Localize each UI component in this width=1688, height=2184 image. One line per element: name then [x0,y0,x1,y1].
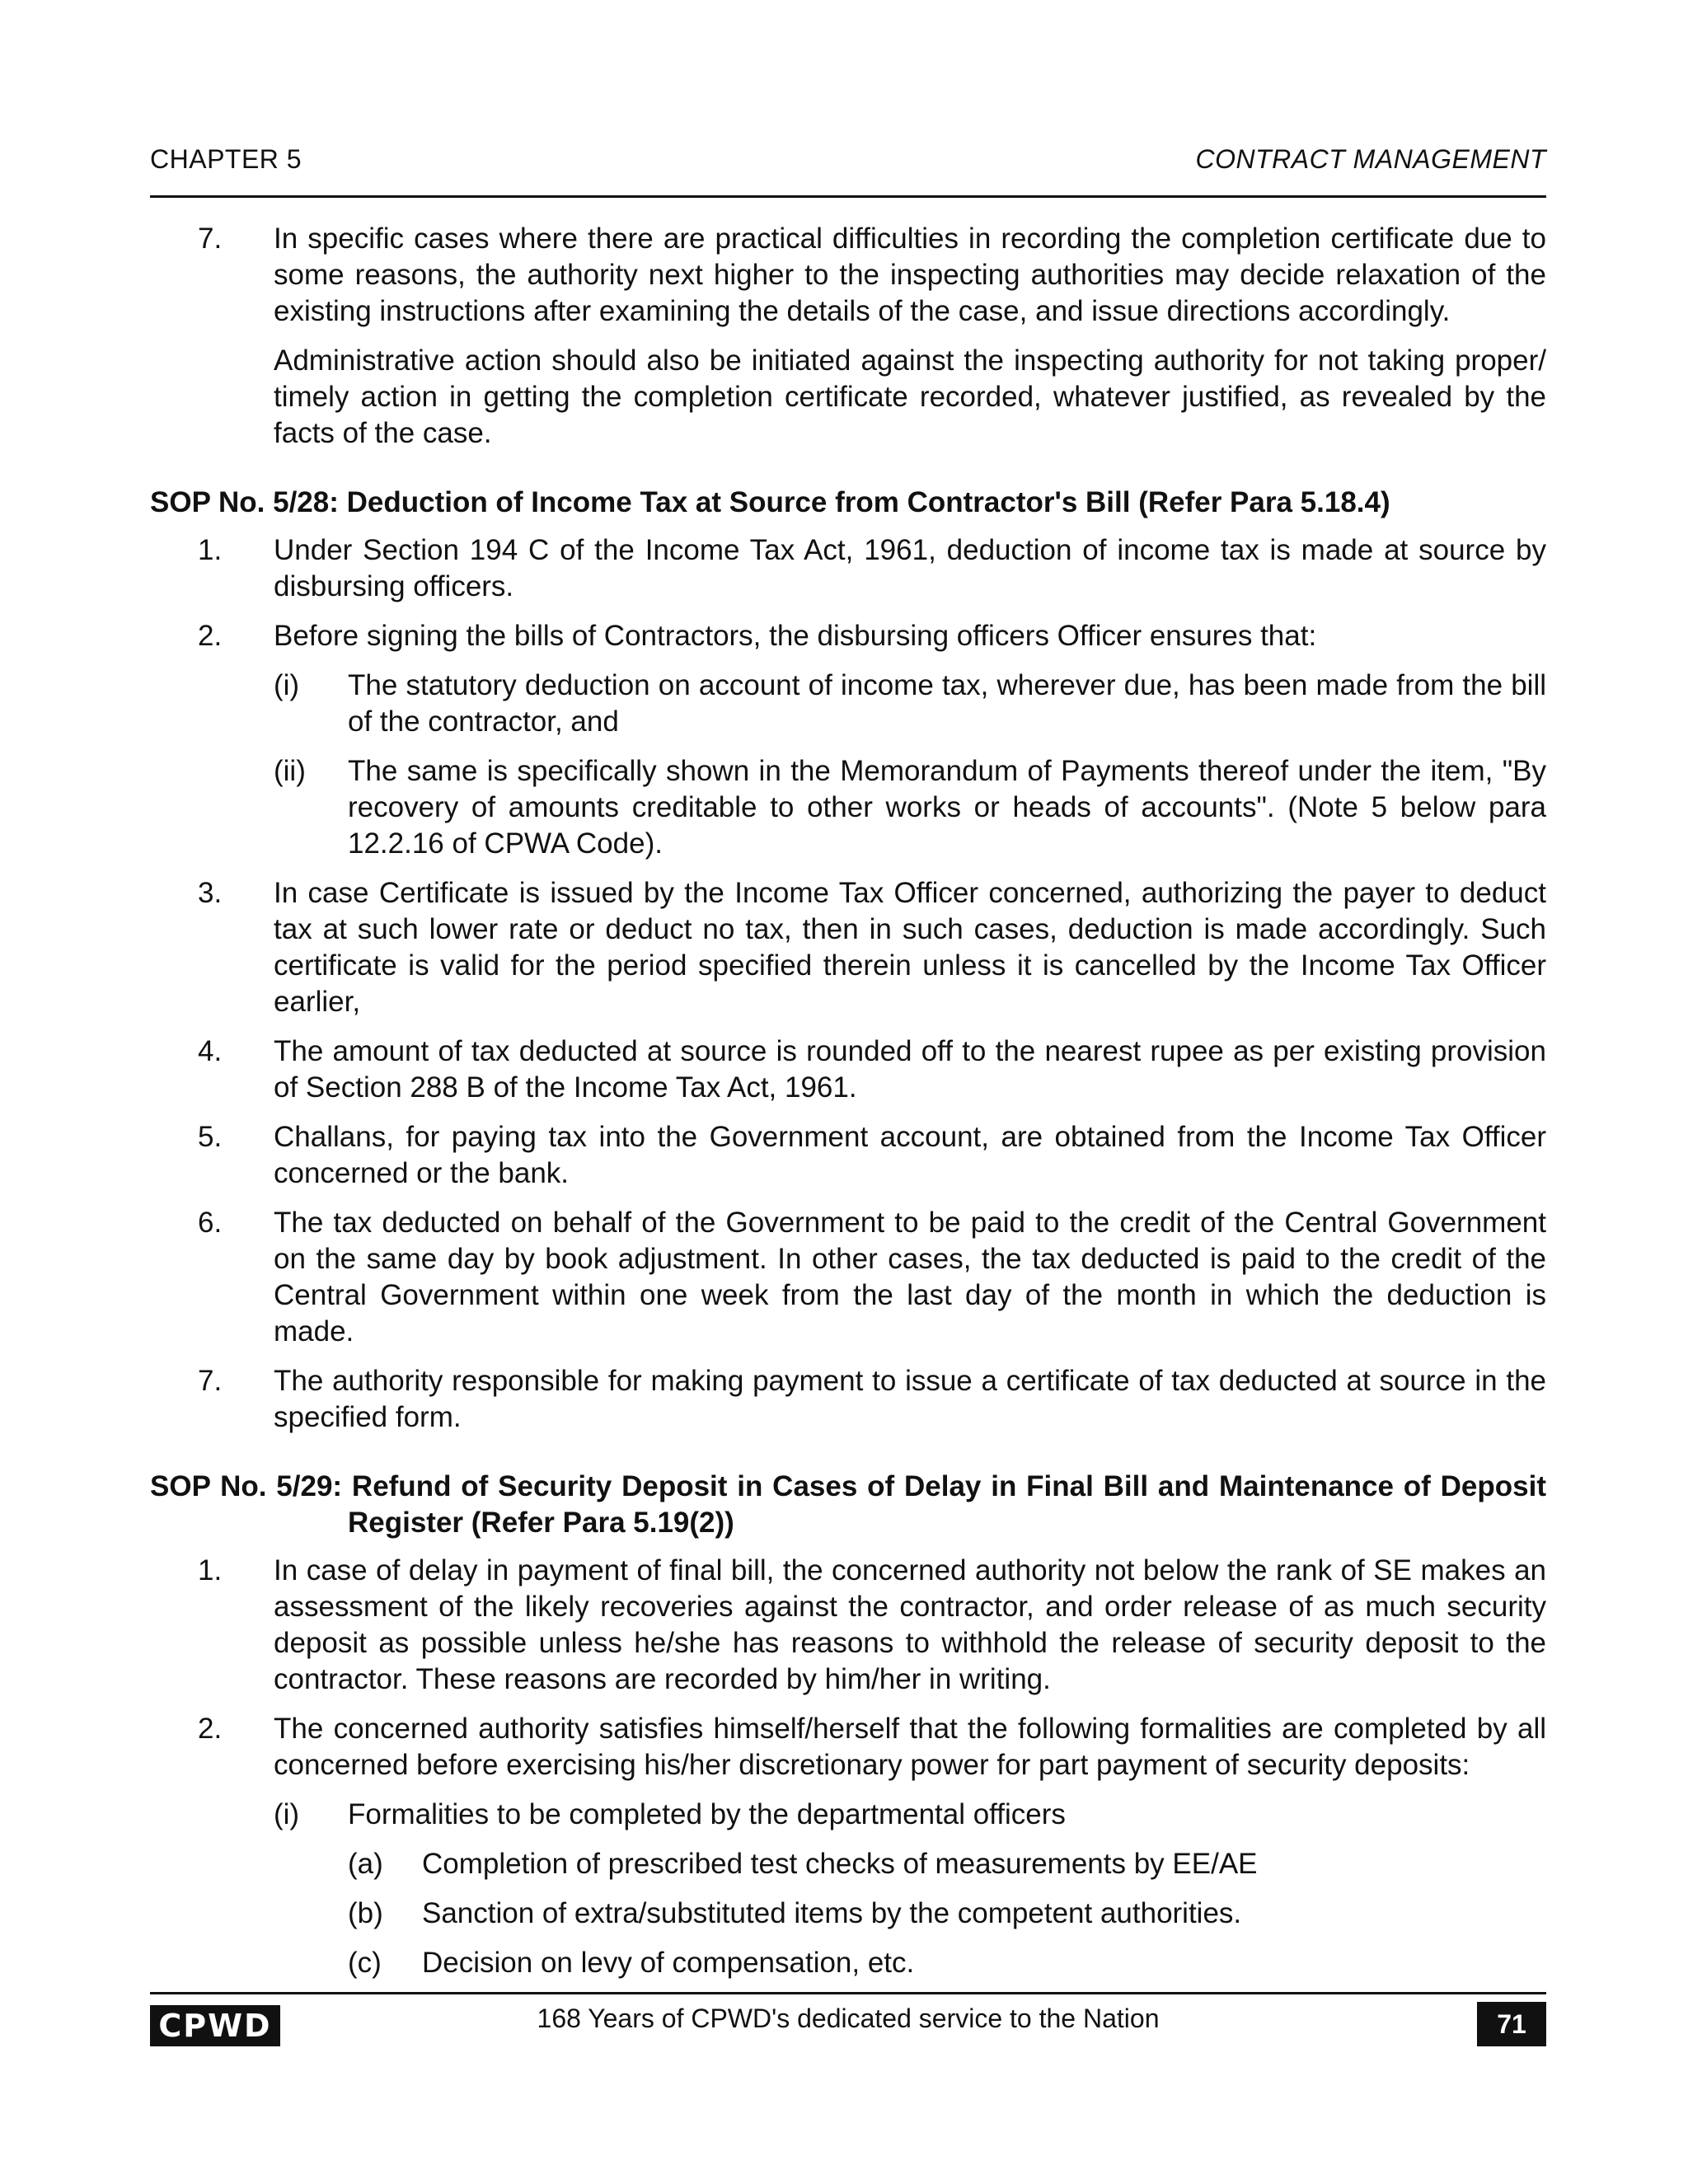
paragraph: Administrative action should also be initiated against the inspecting authority for not taking proper/ timely action in getting the completion certificate recorded, whatever justified, as revealed by the facts of the case. [274,344,1546,449]
list-item [150,221,1546,330]
item-text: The amount of tax deducted at source is rounded off to the nearest rupee as per existing provision of Section 288 B of the Income Tax Act, 1961. [274,1035,1546,1104]
item-number: 2. [198,620,223,652]
item-number: 7. [198,223,223,255]
sub-sub-list-item [150,1846,1546,1882]
item-text: The statutory deduction on account of income tax, wherever due, has been made from the bill of the contractor, and [348,669,1546,738]
item-text: Sanction of extra/substituted items by the competent authorities. [422,1897,1242,1929]
item-number: 3. [198,877,223,909]
item-number: (i) [274,1798,300,1830]
item-number: (a) [348,1848,383,1880]
item-text: Completion of prescribed test checks of measurements by EE/AE [422,1848,1258,1880]
item-number: 6. [198,1207,223,1239]
item-text: Under Section 194 C of the Income Tax Act, 1961, deduction of income tax is made at source by disbursing officers. [274,534,1546,602]
section-heading: SOP No. 5/29: Refund of Security Deposit in Cases of Delay in Final Bill and Maintenance of Deposit Register (Refer Para 5.19(2)) [150,1470,1546,1539]
item-number: 4. [198,1035,223,1067]
item-number: (ii) [274,755,306,787]
item-number: (i) [274,669,300,701]
item-text: The tax deducted on behalf of the Government to be paid to the credit of the Central Government on the same day by book adjustment. In other cases, the tax deducted is paid to the credit of the Central Government within one week from the last day of the month in which the deduction is made. [274,1207,1546,1347]
list-item [150,1033,1546,1106]
section-title: CONTRACT MANAGEMENT [1195,144,1546,174]
item-text: The same is specifically shown in the Memorandum of Payments thereof under the item, "By recovery of amounts creditable to other works or heads of accounts". (Note 5 below para 12.2.16 of CPWA Code). [348,755,1546,860]
item-text: Before signing the bills of Contractors, the disbursing officers Officer ensures that: [274,620,1317,652]
item-text: The authority responsible for making payment to issue a certificate of tax deducted at source in the specified form. [274,1365,1546,1433]
item-number: 2. [198,1713,223,1745]
list-item [150,1553,1546,1698]
list-item [150,875,1546,1020]
sub-list-item [150,668,1546,740]
item-number: 7. [198,1365,223,1397]
item-text: In case of delay in payment of final bill, the concerned authority not below the rank of SE makes an assessment of the likely recoveries against the contractor, and order release of as much security deposit as possible unless he/she has reasons to withhold the release of security deposit to the contractor. These reasons are recorded by him/her in writing. [274,1554,1546,1695]
list-item [150,1363,1546,1436]
item-text: In specific cases where there are practical difficulties in recording the completion certificate due to some reasons, the authority next higher to the inspecting authorities may decide relaxation of the existing instructions after examining the details of the case, and issue directions accordingly. [274,223,1546,327]
list-item [150,618,1546,654]
item-text: The concerned authority satisfies himself/herself that the following formalities are completed by all concerned before exercising his/her discretionary power for part payment of security deposits: [274,1713,1546,1781]
section-heading: SOP No. 5/28: Deduction of Income Tax at Source from Contractor's Bill (Refer Para 5.18.4) [150,486,1390,518]
item-text: Challans, for paying tax into the Government account, are obtained from the Income Tax Officer concerned or the bank. [274,1121,1546,1189]
page-header [150,144,1546,185]
list-item [150,1711,1546,1783]
item-text: Decision on levy of compensation, etc. [422,1947,915,1979]
list-item [150,1119,1546,1192]
page-number: 71 [1477,2002,1546,2046]
item-text: In case Certificate is issued by the Income Tax Officer concerned, authorizing the payer to deduct tax at such lower rate or deduct no tax, then in such cases, deduction is made accordingly. Such certificate is valid for the period specified therein unless it is cancelled by the Income Tax Officer earlier, [274,877,1546,1018]
item-text: Formalities to be completed by the departmental officers [348,1798,1066,1830]
footer-tagline: 168 Years of CPWD's dedicated service to the Nation [537,2004,1160,2033]
item-number: 1. [198,534,223,566]
cpwd-logo: CPWD [150,2005,280,2046]
footer-rule [150,1992,1546,1994]
sub-list-item [150,1797,1546,1833]
item-number: (c) [348,1947,382,1979]
item-number: 1. [198,1554,223,1586]
list-item [150,1205,1546,1350]
sub-sub-list-item [150,1945,1546,1981]
sub-list-item [150,753,1546,862]
sub-sub-list-item [150,1896,1546,1932]
item-number: 5. [198,1121,223,1153]
page-content [150,221,1546,1994]
chapter-label: CHAPTER 5 [150,144,302,174]
header-rule [150,195,1546,198]
list-item [150,532,1546,605]
page-footer [150,1999,1546,2046]
item-number: (b) [348,1897,383,1929]
